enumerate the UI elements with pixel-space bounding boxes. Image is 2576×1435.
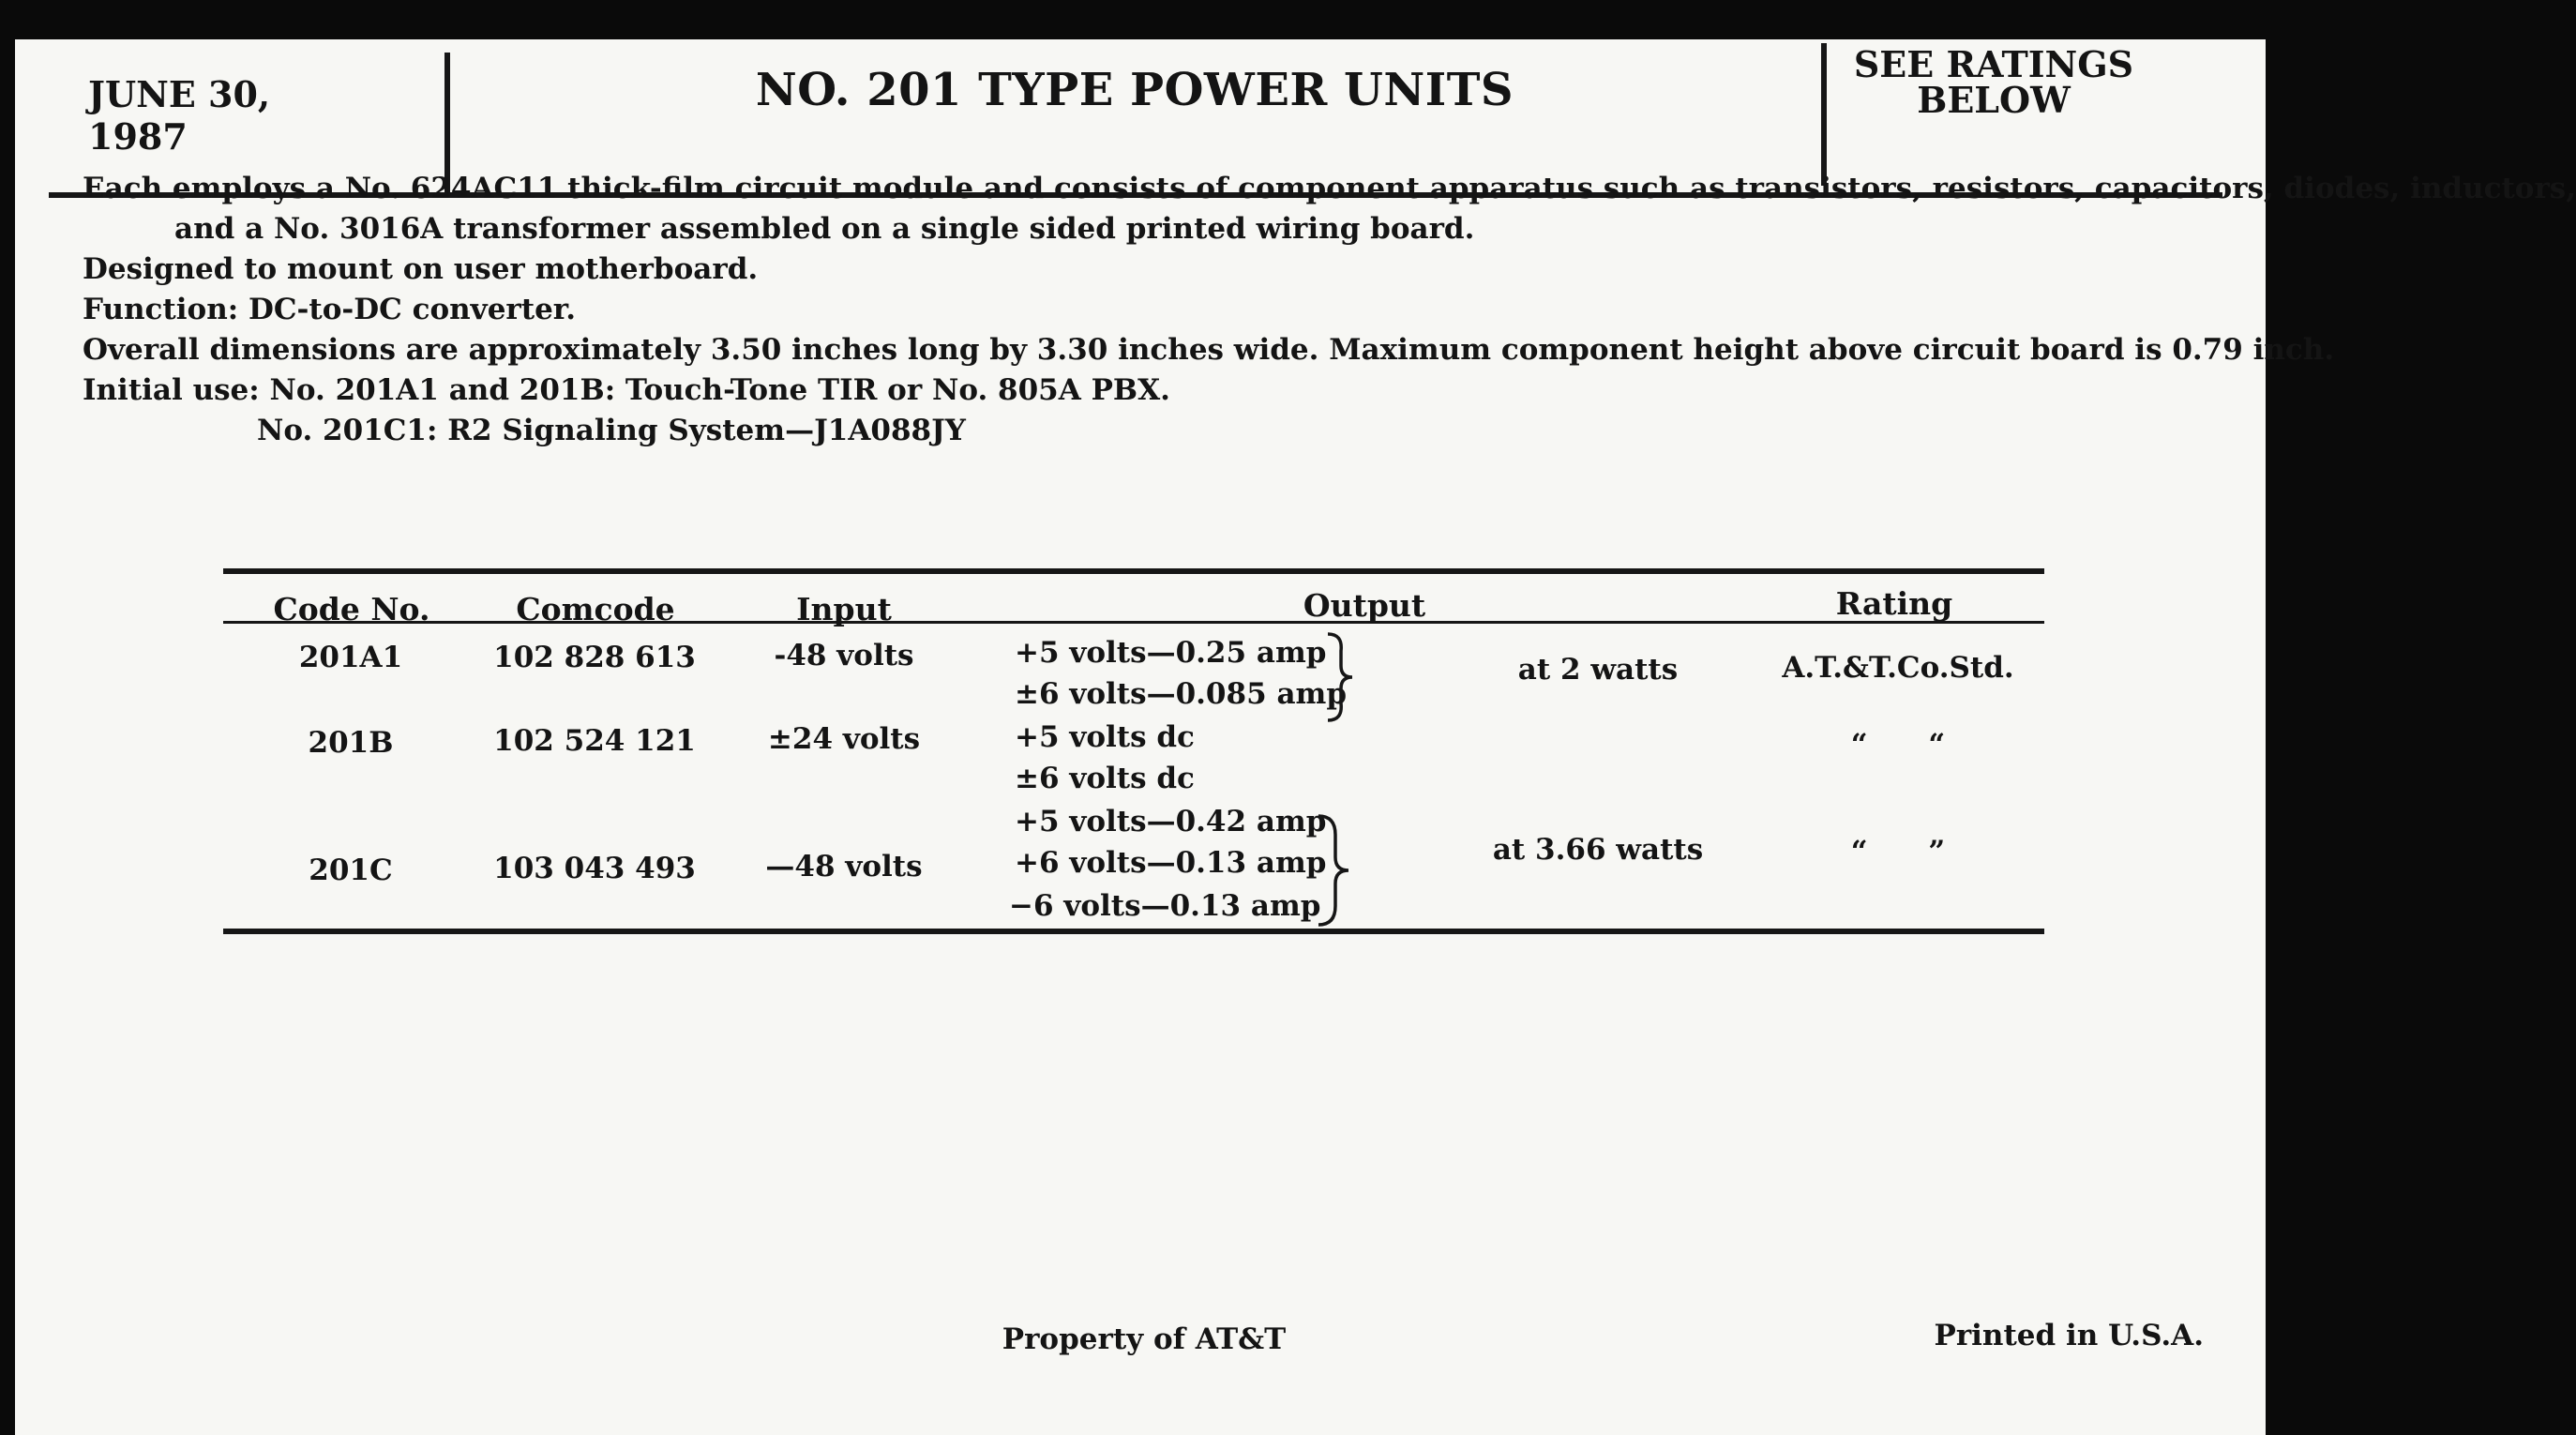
table-cell-output: +5 volts—0.42 amp [1015,805,1327,838]
header-ratings-line2: BELOW [1917,79,2071,121]
table-cell-output: ±6 volts dc [1015,762,1195,795]
table-cell-input: —48 volts [765,850,923,884]
brace-row3 [1315,812,1356,929]
table-cell-code: 201B [308,726,394,760]
table-cell-code: 201C [309,853,393,887]
footer-property: Property of AT&T [1002,1322,1287,1356]
table-cell-comcode: 102 524 121 [493,724,696,758]
table-cell-input: ±24 volts [767,722,921,756]
table-top-rule [223,568,2044,574]
description-line: Designed to mount on user motherboard. [83,252,759,286]
column-header-code: Code No. [273,591,430,627]
table-cell-code: 201A1 [298,641,403,674]
column-header-comcode: Comcode [516,591,675,627]
table-cell-input: -48 volts [774,639,914,672]
footer-printed: Printed in U.S.A. [1934,1319,2204,1352]
table-bottom-rule [223,929,2044,934]
page-title: NO. 201 TYPE POWER UNITS [755,64,1514,116]
table-cell-output: ±6 volts—0.085 amp [1015,677,1348,711]
column-header-output: Output [1303,587,1426,624]
description [83,169,2576,451]
table-cell-comcode: 102 828 613 [493,641,696,674]
brace-row1 [1322,630,1360,724]
table-cell-rating: “ ” [1850,835,1946,869]
header-ratings [1825,43,2162,121]
description-line: and a No. 3016A transformer assembled on a single sided printed wiring board. [174,212,1475,246]
description-line: Function: DC-to-DC converter. [83,293,577,326]
column-header-input: Input [796,591,892,627]
description-line: No. 201C1: R2 Signaling System—J1A088JY [257,414,966,447]
table-cell-comcode: 103 043 493 [493,852,696,885]
table-cell-output: +6 volts—0.13 amp [1015,846,1327,880]
header-date: JUNE 30, 1987 [88,73,271,158]
column-header-rating: Rating [1835,585,1953,622]
description-line: Each employs a No. 624AC11 thick-film circuit module and consists of component apparatus such as transistors, resistors, capacitors, diodes, inductors, [83,172,2576,205]
table-cell-watts: at 2 watts [1517,653,1679,687]
table-cell-rating: A.T.&T.Co.Std. [1782,651,2014,685]
description-line: Overall dimensions are approximately 3.50 inches long by 3.30 inches wide. Maximum component height above circuit board is 0.79 inch. [83,333,2335,367]
header-ratings-line1: SEE RATINGS [1853,43,2134,85]
description-line: Initial use: No. 201A1 and 201B: Touch-Tone TIR or No. 805A PBX. [83,373,1170,407]
table-cell-output: −6 volts—0.13 amp [1009,889,1321,923]
table-cell-watts: at 3.66 watts [1492,833,1704,867]
table-cell-output: +5 volts—0.25 amp [1015,636,1327,670]
table-cell-rating: “ “ [1850,728,1946,762]
table-cell-output: +5 volts dc [1015,720,1195,754]
